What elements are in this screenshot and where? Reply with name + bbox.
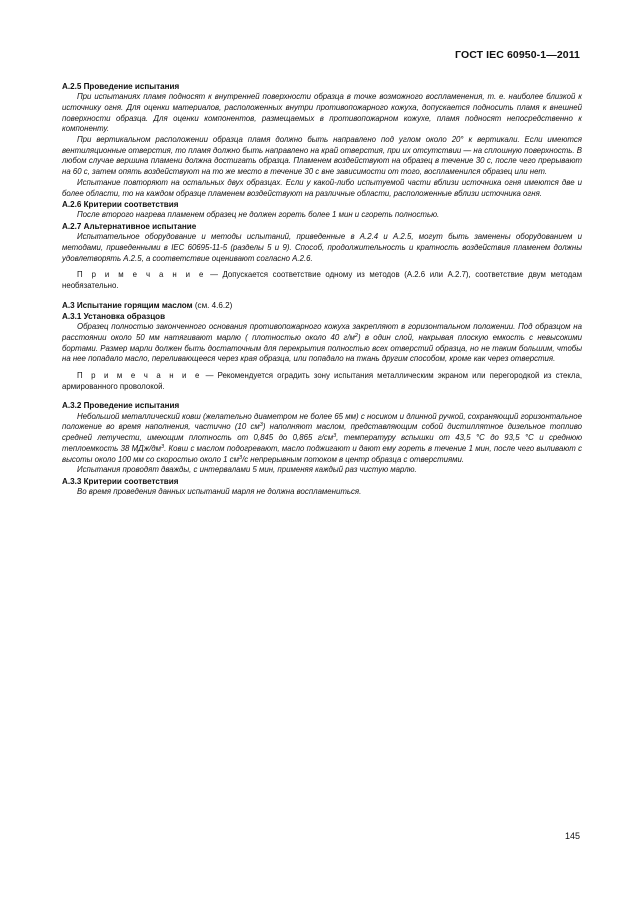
- a32-text-5: /с непрерывным потоком в центр образца с отверстиями.: [242, 454, 465, 464]
- note-1-text: — Допускается соответствие одному из методов (А.2.6 или А.2.7), соответствие двум методам необязательно.: [62, 270, 582, 291]
- section-a31-paragraph: [62, 322, 582, 365]
- section-a25-paragraph-1: При испытаниях пламя подносят к внутренней поверхности образца в точке возможного воспламенения, т. е. наиболее близкой к источнику огня. Для оценки материалов, расположенных внутри противопожарного кожуха, допускается подносить пламя к внешней поверхности образца. Для оценки компонентов, размещаемых в противопожарном кожухе, пламя подносят непосредственно к компоненту.: [62, 92, 582, 134]
- section-a32-paragraph-2: Испытания проводят дважды, с интервалами 5 мин, применяя каждый раз чистую марлю.: [77, 465, 417, 475]
- note-2-text: — Рекомендуется оградить зону испытания металлическим экраном или перегородкой из стекла, армированного проволокой.: [62, 371, 583, 391]
- superscript-2: 2: [354, 332, 358, 339]
- section-a26-paragraph: После второго нагрева пламенем образец не должен гореть более 1 мин и сгореть полностью.: [77, 210, 440, 220]
- a32-text-3: , температуру вспышки от 43,5 °С до 93,5 °С и среднюю теплоемкость 38 МДж/дм: [62, 433, 582, 453]
- section-a25-paragraph-2: При вертикальном расположении образца пламя должно быть направлено под углом около 20° к вертикали. Если имеются вентиляционные отверстия, то пламя должно быть направлено на край отверстия, при их отсутствии — на сплошную поверхность. В любом случае вершина пламени должна достигать образца. Пламенем воздействуют на образец в течение 30 с, после чего прерывают на 60 с, затем опять воздействуют на то же место в течение 30 с вне зависимости от того, воспламенился образец или нет.: [62, 135, 582, 177]
- section-a3-title: А.3 Испытание горящим маслом: [62, 300, 193, 310]
- page-body: [62, 81, 582, 498]
- a31-text-1: Образец полностью законченного основания противопожарного кожуха закрепляют в горизонтальном положении. Под образцом на расстоянии около 50 мм натягивают марлю ( плотностью около 40 г/м: [62, 322, 582, 342]
- a32-text-4: . Ковш с маслом подогревают, масло поджигают и дают ему гореть в течение 1 мин, после чего выливают с высоты около 100 мм со скоростью около 1 см: [62, 443, 582, 464]
- section-a3-heading: [62, 300, 582, 311]
- note-1-lead: П р и м е ч а н и е: [77, 270, 206, 280]
- superscript-3a: 3: [259, 422, 263, 429]
- section-a32-paragraph-1: [62, 412, 582, 466]
- note-2: [62, 371, 582, 392]
- section-a26-heading: А.2.6 Критерии соответствия: [62, 200, 179, 210]
- section-a27-paragraph: Испытательное оборудование и методы испытаний, приведенные в А.2.4 и А.2.5, могут быть заменены оборудованием и методами, приведенными в IEC 60695-11-5 (разделы 5 и 9). Способ, продолжительность и кратность воздействия пламенем должны удовлетворять А.2.5, а соответствие оценивают согласно А.2.6.: [62, 232, 582, 263]
- note-1: [62, 270, 582, 291]
- superscript-3d: 3: [238, 454, 243, 461]
- section-a31-heading: А.3.1 Установка образцов: [62, 312, 166, 322]
- section-a25-paragraph-3: Испытание повторяют на остальных двух образцах. Если у какой-либо испытуемой части вблизи источника огня имеются две и более области, то на каждом образце пламенем воздействуют на различные области, расположенные вблизи источника огня.: [62, 177, 582, 198]
- superscript-3b: 3: [333, 433, 337, 440]
- section-a32-heading: А.3.2 Проведение испытания: [62, 401, 180, 411]
- superscript-3c: 3: [161, 443, 165, 450]
- running-header: ГОСТ IEC 60950-1—2011: [455, 49, 580, 61]
- section-a3-reference: (см. 4.6.2): [192, 300, 233, 310]
- note-2-lead: П р и м е ч а н и е: [77, 371, 202, 381]
- section-a27-heading: А.2.7 Альтернативное испытание: [62, 222, 197, 232]
- a32-text-1: Небольшой металлический ковш (желательно диаметром не более 65 мм) с носиком и длинной ручкой, сохраняющий горизонтальное положение во время наполнения, частично (10 см: [62, 411, 582, 432]
- a32-text-2: ) наполняют маслом, представляющим собой дистиллятное дизельное топливо средней летучести, имеющим плотность от 0,845 до 0,865 г/см: [62, 422, 582, 443]
- section-a33-paragraph: Во время проведения данных испытаний марля не должна воспламениться.: [77, 487, 362, 497]
- section-a33-heading: А.3.3 Критерии соответствия: [62, 476, 179, 486]
- a31-text-2: ) в один слой, накрывая плоскую емкость с невысокими бортами. Размер марли должен быть достаточным для перекрытия полностью всех отверстий образца, но не таким большим, чтобы на нее попадало масло, переливающееся через края образца, или попадало на ткань другим способом, кроме как через отверстия.: [62, 332, 582, 364]
- section-a25-heading: А.2.5 Проведение испытания: [62, 82, 180, 91]
- page-number: 145: [564, 831, 580, 841]
